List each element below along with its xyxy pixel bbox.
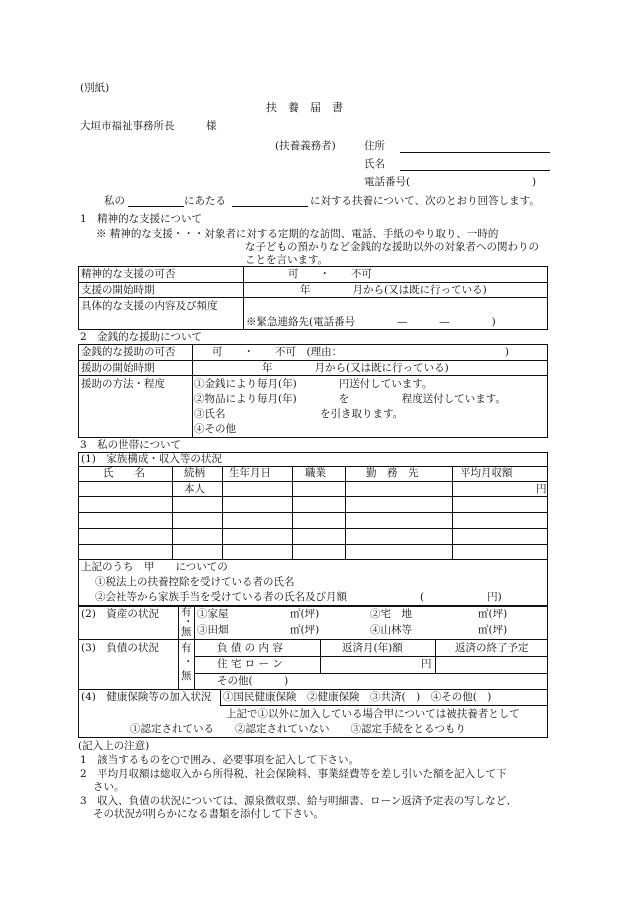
section1-heading: 1 精神的な支援について — [80, 213, 202, 225]
assets-label: (2) 資産の状況 — [81, 608, 159, 620]
intro-p2: にあたる — [184, 195, 226, 207]
aid-method-4[interactable]: ④その他 — [194, 423, 236, 435]
document-title: 扶 養 届 書 — [266, 101, 343, 114]
dependent-intro: 上記のうち 甲 についての — [81, 561, 228, 573]
assets-no[interactable]: 無 — [181, 626, 192, 638]
asset-farmland-unit: ㎡(坪) — [290, 624, 320, 636]
intro-p1: 私の — [104, 195, 125, 207]
assets-dot: ・ — [183, 616, 194, 628]
phone-label: 電話番号( — [364, 176, 411, 188]
tax-deduction-line: ①税法上の扶養控除を受けている者の氏名 — [95, 576, 295, 588]
insurance-options[interactable]: ①国民健康保険 ②健康保険 ③共済( ) ④その他( ) — [223, 691, 492, 703]
family-allowance-line: ②会社等から家族手当を受けている者の氏名及び月額 — [95, 591, 347, 603]
assets-yes[interactable]: 有 — [181, 606, 192, 618]
aid-start-value[interactable]: 年 月から(又は既に行っている) — [262, 362, 449, 374]
note-1: 1 該当するものを○で囲み、必要事項を記入して下さい。 — [80, 754, 359, 766]
col-birthdate: 生年月日 — [229, 467, 271, 479]
target-field[interactable] — [232, 206, 308, 207]
asset-land: ②宅 地 — [370, 608, 412, 620]
debt-other[interactable]: その他( ) — [217, 675, 289, 687]
aid-method-label: 援助の方法・程度 — [81, 378, 165, 390]
support-start-value[interactable]: 年 月から(又は既に行っている) — [300, 284, 487, 296]
note-2b: さい。 — [93, 781, 125, 793]
col-monthly-income: 平均月収額 — [460, 467, 513, 479]
address-field[interactable] — [400, 152, 550, 153]
asset-farmland: ③田畑 — [197, 624, 229, 636]
name-field[interactable] — [400, 170, 550, 171]
asset-forest: ④山林等 — [370, 624, 412, 636]
obligor-role: (扶養義務者) — [275, 140, 336, 152]
annex-label: (別紙) — [80, 82, 110, 94]
col-name: 氏 名 — [103, 467, 145, 479]
debts-label: (3) 負債の状況 — [81, 642, 159, 654]
emergency-contact[interactable]: ※緊急連絡先(電話番号 — — ) — [246, 316, 496, 328]
support-detail-label: 具体的な支援の内容及び頻度 — [81, 300, 218, 312]
support-start-label: 支援の開始時期 — [81, 284, 155, 296]
intro-p3: に対する扶養について、次のとおり回答します。 — [310, 195, 540, 207]
debt-content-header: 負 債 の 内 容 — [217, 642, 283, 654]
insurance-choices[interactable]: ①認定されている ②認定されていない ③認定手続をとるつもり — [130, 723, 466, 735]
col-workplace: 勤 務 先 — [366, 467, 419, 479]
mental-support-choice[interactable]: 可 ・ 不可 — [288, 268, 372, 280]
financial-aid-label: 金銭的な援助の可否 — [81, 346, 176, 358]
debts-dot: ・ — [183, 656, 194, 668]
insurance-note: 上記で①以外に加入している場合甲については被扶養者として — [226, 708, 520, 720]
addressee: 大垣市福祉事務所長 様 — [80, 120, 217, 132]
note-3a: 3 収入、負債の状況については、源泉徴収票、給与明細書、ローン返済予定表の写しなど、 — [80, 795, 517, 807]
family-subheading: (1) 家族構成・収入等の状況 — [81, 453, 222, 465]
aid-method-2[interactable]: ②物品により毎月(年) を 程度送付しています。 — [194, 393, 506, 405]
aid-start-label: 援助の開始時期 — [81, 362, 155, 374]
section2-heading: 2 金銭的な援助について — [80, 331, 202, 343]
aid-method-1[interactable]: ①金銭により毎月(年) 円送付しています。 — [194, 378, 433, 390]
housing-loan-yen: 円 — [421, 658, 432, 670]
self-relation: 本人 — [184, 483, 205, 495]
asset-forest-unit: ㎡(坪) — [478, 624, 508, 636]
aid-method-3[interactable]: ③氏名 を引き取ります。 — [194, 408, 404, 420]
debts-yes[interactable]: 有 — [181, 642, 192, 654]
asset-land-unit: ㎡(坪) — [478, 608, 508, 620]
asset-house-unit: ㎡(坪) — [290, 608, 320, 620]
section3-heading: 3 私の世帯について — [80, 439, 181, 451]
address-label: 住所 — [364, 140, 385, 152]
mental-support-label: 精神的な支援の可否 — [81, 268, 176, 280]
name-label: 氏名 — [364, 158, 385, 170]
insurance-label: (4) 健康保険等の加入状況 — [81, 691, 212, 703]
family-allowance-amount[interactable]: ( 円) — [420, 591, 502, 603]
note-2a: 2 平均月収額は総収入から所得税、社会保険料、事業経費等を差し引いた額を記入して下 — [80, 768, 507, 780]
notes-heading: (記入上の注意) — [78, 740, 150, 752]
col-occupation: 職業 — [305, 467, 326, 479]
debt-repayment-header: 返済月(年)額 — [342, 642, 403, 654]
housing-loan-label: 住 宅 ロ ー ン — [217, 658, 283, 670]
phone-close: ) — [532, 176, 537, 188]
asset-house: ①家屋 — [197, 608, 229, 620]
note-3b: その状況が明らかになる書類を添付して下さい。 — [93, 808, 324, 820]
debt-end-header: 返済の終了予定 — [455, 642, 529, 654]
debts-no[interactable]: 無 — [181, 670, 192, 682]
relation-field[interactable] — [128, 206, 184, 207]
yen-unit: 円 — [536, 483, 547, 495]
financial-aid-choice[interactable]: 可 ・ 不可 (理由： ) — [212, 346, 509, 358]
col-relation: 続柄 — [184, 467, 205, 479]
section1-note-2: な子どもの預かりなど金銭的な援助以外の対象者への関わりの — [245, 241, 539, 253]
section1-note-1: ※ 精神的な支援・・・対象者に対する定期的な訪問、電話、手紙のやり取り、一時的 — [96, 228, 499, 240]
section1-note-3: ことを言います。 — [245, 254, 329, 266]
